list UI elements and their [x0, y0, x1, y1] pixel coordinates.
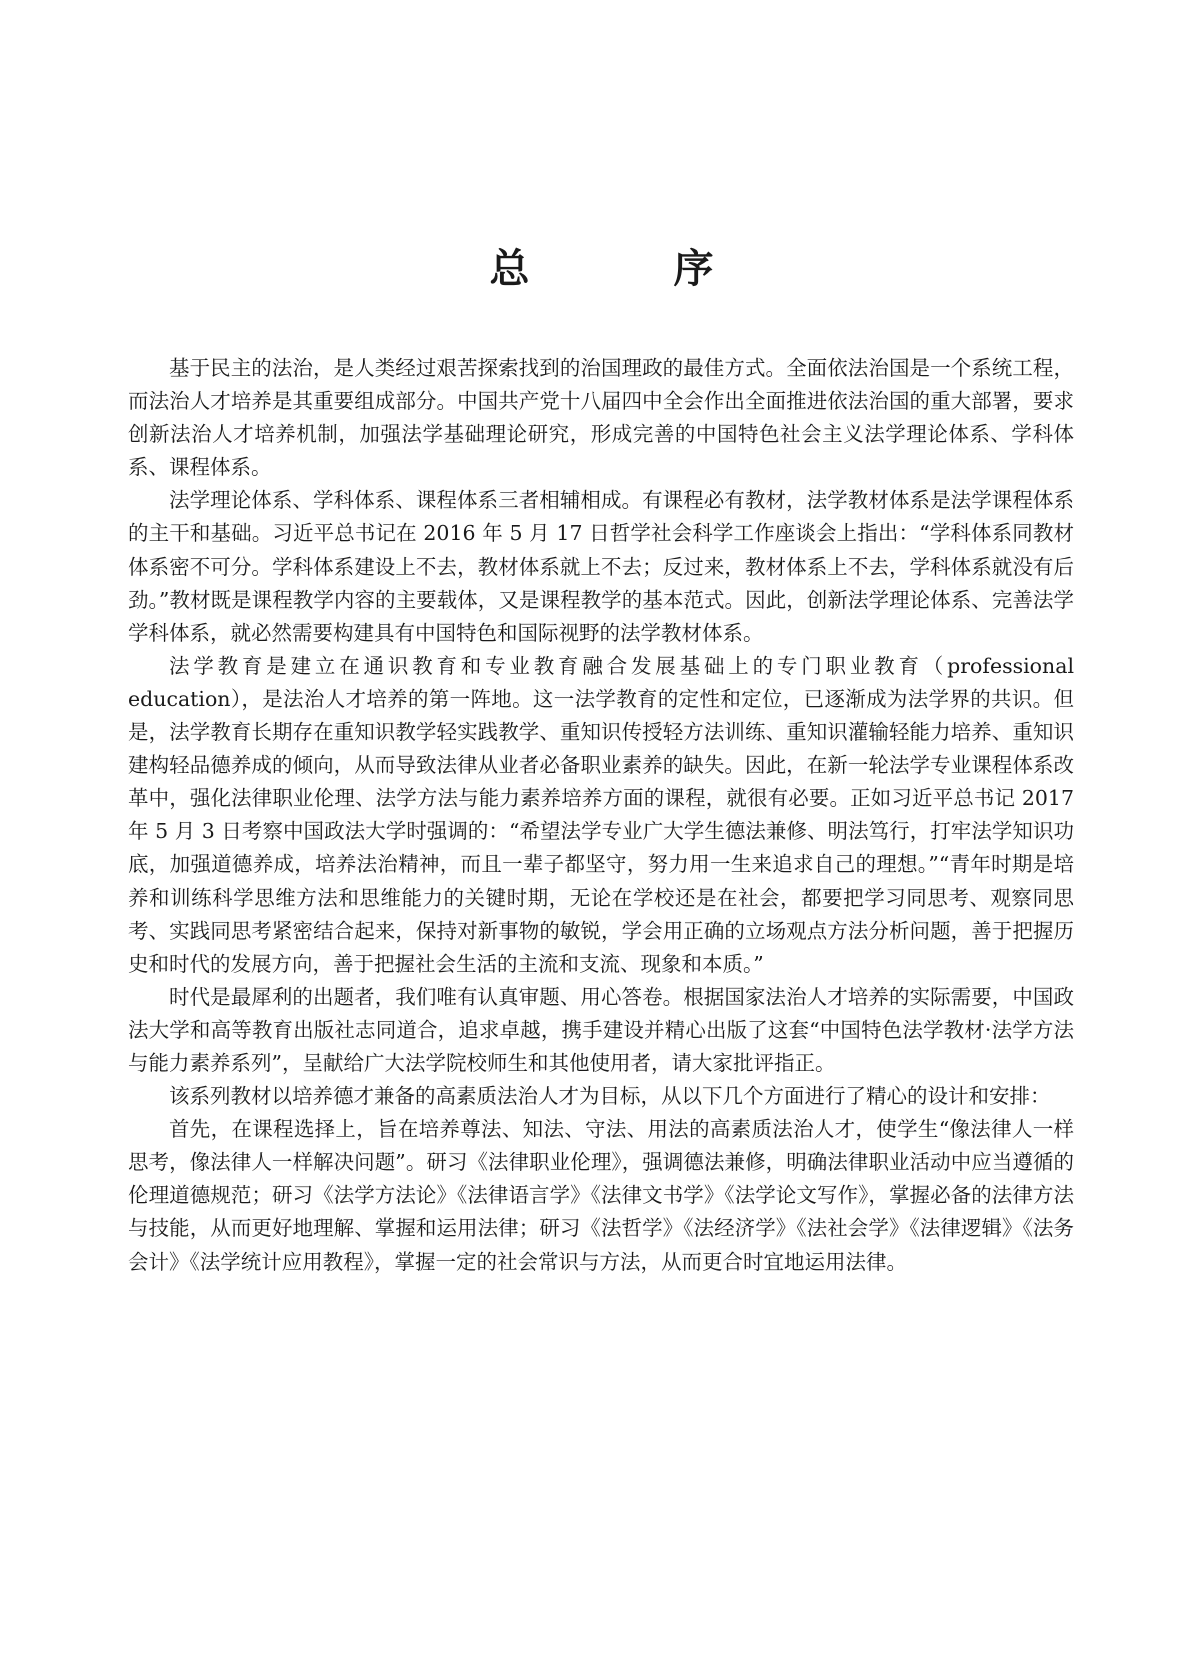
- paragraph: 基于民主的法治，是人类经过艰苦探索找到的治国理政的最佳方式。全面依法治国是一个系统工程，而法治人才培养是其重要组成部分。中国共产党十八届四中全会作出全面推进依法治国的重大部署，要求创新法治人才培养机制，加强法学基础理论研究，形成完善的中国特色社会主义法学理论体系、学科体系、课程体系。: [128, 356, 1074, 480]
- paragraph: 首先，在课程选择上，旨在培养尊法、知法、守法、用法的高素质法治人才，使学生“像法律人一样思考，像法律人一样解决问题”。研习《法律职业伦理》，强调德法兼修，明确法律职业活动中应当遵循的伦理道德规范；研习《法学方法论》《法律语言学》《法律文书学》《法学论文写作》，掌握必备的法律方法与技能，从而更好地理解、掌握和运用法律；研习《法哲学》《法经济学》《法社会学》《法律逻辑》《法务会计》《法学统计应用教程》，掌握一定的社会常识与方法，从而更合时宜地运用法律。: [128, 1117, 1074, 1274]
- paragraph: 法学教育是建立在通识教育和专业教育融合发展基础上的专门职业教育（professional education），是法治人才培养的第一阵地。这一法学教育的定性和定位，已逐渐成为法学界的共识。但是，法学教育长期存在重知识教学轻实践教学、重知识传授轻方法训练、重知识灌输轻能力培养、重知识建构轻品德养成的倾向，从而导致法律从业者必备职业素养的缺失。因此，在新一轮法学专业课程体系改革中，强化法律职业伦理、法学方法与能力素养培养方面的课程，就很有必要。正如习近平总书记 2017 年 5 月 3 日考察中国政法大学时强调的：“希望法学专业广大学生德法兼修、明法笃行，打牢法学知识功底，加强道德养成，培养法治精神，而且一辈子都坚守，努力用一生来追求自己的理想。”“青年时期是培养和训练科学思维方法和思维能力的关键时期，无论在学校还是在社会，都要把学习同思考、观察同思考、实践同思考紧密结合起来，保持对新事物的敏锐，学会用正确的立场观点方法分析问题，善于把握历史和时代的发展方向，善于把握社会生活的主流和支流、现象和本质。”: [128, 653, 1074, 976]
- page-title: 总 序: [489, 245, 766, 292]
- paragraph: 时代是最犀利的出题者，我们唯有认真审题、用心答卷。根据国家法治人才培养的实际需要，中国政法大学和高等教育出版社志同道合，追求卓越，携手建设并精心出版了这套“中国特色法学教材·法学方法与能力素养系列”，呈献给广大法学院校师生和其他使用者，请大家批评指正。: [128, 984, 1074, 1075]
- body-text: [128, 352, 1074, 1279]
- paragraph: 该系列教材以培养德才兼备的高素质法治人才为目标，从以下几个方面进行了精心的设计和安排：: [169, 1084, 1051, 1109]
- paragraph: 法学理论体系、学科体系、课程体系三者相辅相成。有课程必有教材，法学教材体系是法学课程体系的主干和基础。习近平总书记在 2016 年 5 月 17 日哲学社会科学工作座谈会上指出：“学科体系同教材体系密不可分。学科体系建设上不去，教材体系就上不去；反过来，教材体系上不去，学科体系就没有后劲。”教材既是课程教学内容的主要载体，又是课程教学的基本范式。因此，创新法学理论体系、完善法学学科体系，就必然需要构建具有中国特色和国际视野的法学教材体系。: [128, 488, 1074, 645]
